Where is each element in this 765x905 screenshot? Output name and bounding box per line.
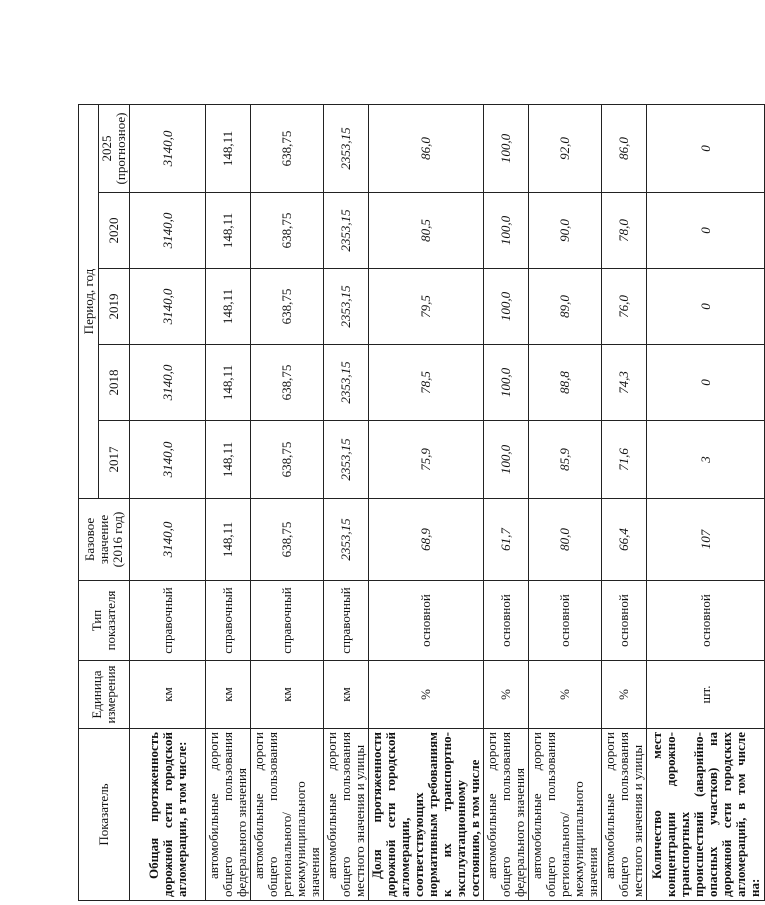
- row-unit: %: [529, 661, 602, 729]
- row-value: 3140,0: [130, 105, 206, 193]
- row-name: Общая протяженность дорожной сети городской агломерации, в том числе:: [130, 729, 206, 901]
- row-value: 638,75: [251, 345, 324, 421]
- header-year: 2017: [99, 421, 130, 499]
- row-value: 78,0: [602, 193, 647, 269]
- row-name: автомобильные дороги общего пользования федерального значения: [206, 729, 251, 901]
- row-name: автомобильные дороги общего пользования регионального/ межмуниципального значения: [251, 729, 324, 901]
- row-value: 148,11: [206, 193, 251, 269]
- row-unit: %: [602, 661, 647, 729]
- header-type: Тип показателя: [79, 581, 130, 661]
- row-value: 0: [647, 345, 765, 421]
- row-value: 0: [647, 193, 765, 269]
- row-value: 86,0: [602, 105, 647, 193]
- row-type: справочный: [130, 581, 206, 661]
- row-value: 3140,0: [130, 345, 206, 421]
- row-value: 78,5: [369, 345, 484, 421]
- row-value: 76,0: [602, 269, 647, 345]
- row-unit: км: [324, 661, 369, 729]
- row-value: 148,11: [206, 269, 251, 345]
- row-name: Количество мест концентрации дорожно-транспортных происшествий (аварийно-опасных участков) на дорожной сети городских агломераций, в том числе на:: [647, 729, 765, 901]
- header-year: 2019: [99, 269, 130, 345]
- row-base: 148,11: [206, 499, 251, 581]
- row-value: 0: [647, 105, 765, 193]
- row-name: автомобильные дороги общего пользования регионального/ межмуниципального значения: [529, 729, 602, 901]
- row-value: 3140,0: [130, 269, 206, 345]
- row-value: 75,9: [369, 421, 484, 499]
- row-unit: км: [251, 661, 324, 729]
- row-value: 100,0: [484, 105, 529, 193]
- header-year: 2018: [99, 345, 130, 421]
- row-unit: шт.: [647, 661, 765, 729]
- row-base: 2353,15: [324, 499, 369, 581]
- row-value: 100,0: [484, 345, 529, 421]
- table-row: [251, 105, 324, 901]
- table-row: [602, 105, 647, 901]
- table-row: [484, 105, 529, 901]
- row-base: 68,9: [369, 499, 484, 581]
- row-base: 61,7: [484, 499, 529, 581]
- row-base: 638,75: [251, 499, 324, 581]
- row-value: 90,0: [529, 193, 602, 269]
- header-period: Период, год: [79, 105, 99, 499]
- row-value: 148,11: [206, 105, 251, 193]
- table-row: [206, 105, 251, 901]
- row-type: справочный: [206, 581, 251, 661]
- header-indicator: Показатель: [79, 729, 130, 901]
- row-value: 100,0: [484, 193, 529, 269]
- row-name: автомобильные дороги общего пользования местного значения и улицы: [324, 729, 369, 901]
- table-row: [324, 105, 369, 901]
- row-type: основной: [369, 581, 484, 661]
- row-value: 3140,0: [130, 421, 206, 499]
- row-value: 100,0: [484, 269, 529, 345]
- row-value: 638,75: [251, 421, 324, 499]
- header-base: Базовое значение (2016 год): [79, 499, 130, 581]
- row-value: 86,0: [369, 105, 484, 193]
- row-value: 638,75: [251, 105, 324, 193]
- row-value: 638,75: [251, 193, 324, 269]
- table-row: [130, 105, 206, 901]
- row-value: 2353,15: [324, 421, 369, 499]
- row-value: 3: [647, 421, 765, 499]
- row-base: 3140,0: [130, 499, 206, 581]
- row-base: 107: [647, 499, 765, 581]
- row-base: 66,4: [602, 499, 647, 581]
- row-value: 2353,15: [324, 345, 369, 421]
- table-row: [529, 105, 602, 901]
- row-value: 80,5: [369, 193, 484, 269]
- row-type: основной: [484, 581, 529, 661]
- row-value: 92,0: [529, 105, 602, 193]
- row-type: справочный: [324, 581, 369, 661]
- row-value: 3140,0: [130, 193, 206, 269]
- row-value: 79,5: [369, 269, 484, 345]
- header-year: 2020: [99, 193, 130, 269]
- row-value: 88,8: [529, 345, 602, 421]
- table-row: [369, 105, 484, 901]
- row-value: 2353,15: [324, 105, 369, 193]
- row-type: справочный: [251, 581, 324, 661]
- row-value: 89,0: [529, 269, 602, 345]
- row-value: 2353,15: [324, 269, 369, 345]
- row-name: автомобильные дороги общего пользования федерального значения: [484, 729, 529, 901]
- row-value: 100,0: [484, 421, 529, 499]
- row-value: 85,9: [529, 421, 602, 499]
- row-unit: км: [130, 661, 206, 729]
- row-value: 148,11: [206, 421, 251, 499]
- row-value: 71,6: [602, 421, 647, 499]
- row-name: Доля протяженности дорожной сети городской агломерации, соответствующих нормативным требованиям к их транспортно-эксплуатационному состоянию, в том числе: [369, 729, 484, 901]
- row-base: 80,0: [529, 499, 602, 581]
- row-unit: %: [369, 661, 484, 729]
- row-name: автомобильные дороги общего пользования местного значения и улицы: [602, 729, 647, 901]
- table-row: [647, 105, 765, 901]
- row-value: 0: [647, 269, 765, 345]
- row-value: 2353,15: [324, 193, 369, 269]
- header-unit: Единица измерения: [79, 661, 130, 729]
- row-value: 638,75: [251, 269, 324, 345]
- row-type: основной: [529, 581, 602, 661]
- row-unit: км: [206, 661, 251, 729]
- row-unit: %: [484, 661, 529, 729]
- row-value: 148,11: [206, 345, 251, 421]
- indicators-table: [78, 104, 765, 901]
- header-year: 2025 (прогнозное): [99, 105, 130, 193]
- row-type: основной: [602, 581, 647, 661]
- row-type: основной: [647, 581, 765, 661]
- row-value: 74,3: [602, 345, 647, 421]
